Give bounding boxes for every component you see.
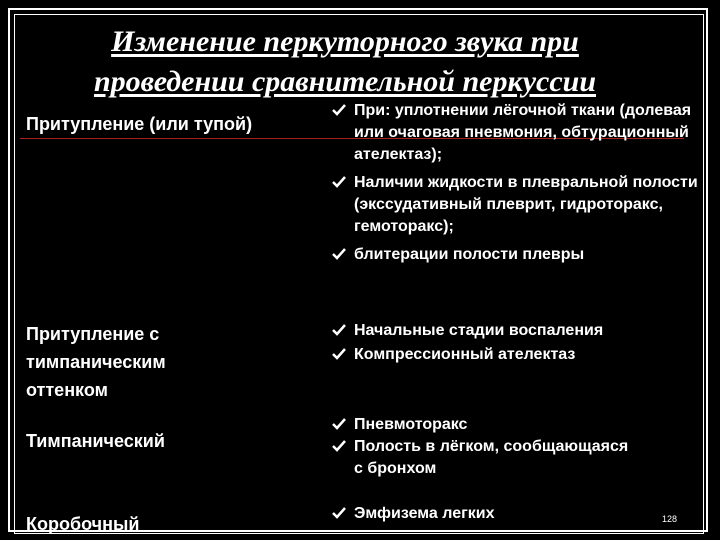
causes-list-tympanic [332,414,632,486]
sound-type-dull: Притупление (или тупой) [26,114,253,134]
checkmark-icon [332,247,346,261]
list-item: Компрессионный ателектаз [332,344,702,366]
list-item: Полость в лёгком, сообщающаяся с бронхом [332,436,632,480]
sound-type-dull-tympanic: Притупление с тимпаническим оттенком [26,324,166,400]
causes-list-dull [332,100,702,272]
list-item: Эмфизема легких [332,503,702,525]
checkmark-icon [332,103,346,117]
list-item: При: уплотнении лёгочной ткани (долевая или очаговая пневмония, обтурационный ателектаз); [332,100,702,166]
checkmark-icon [332,506,346,520]
title-line-2: проведении сравнительной перкуссии [93,65,597,98]
checkmark-icon [332,323,346,337]
checkmark-icon [332,439,346,453]
causes-list-box [332,503,702,531]
list-item: Пневмоторакс [332,414,632,436]
sound-type-box: Коробочный [26,514,140,534]
list-item: Наличии жидкости в плевральной полости (экссудативный плеврит, гидроторакс, гемоторакс); [332,172,702,238]
causes-list-dull-tympanic [332,320,702,372]
list-item: Начальные стадии воспаления [332,320,702,342]
checkmark-icon [332,417,346,431]
list-item: блитерации полости плевры [332,244,702,266]
checkmark-icon [332,347,346,361]
page-number: 128 [662,514,678,524]
sound-type-tympanic: Тимпанический [26,431,165,451]
slide-title [0,22,690,102]
checkmark-icon [332,175,346,189]
title-line-1: Изменение перкуторного звука при [111,25,579,58]
